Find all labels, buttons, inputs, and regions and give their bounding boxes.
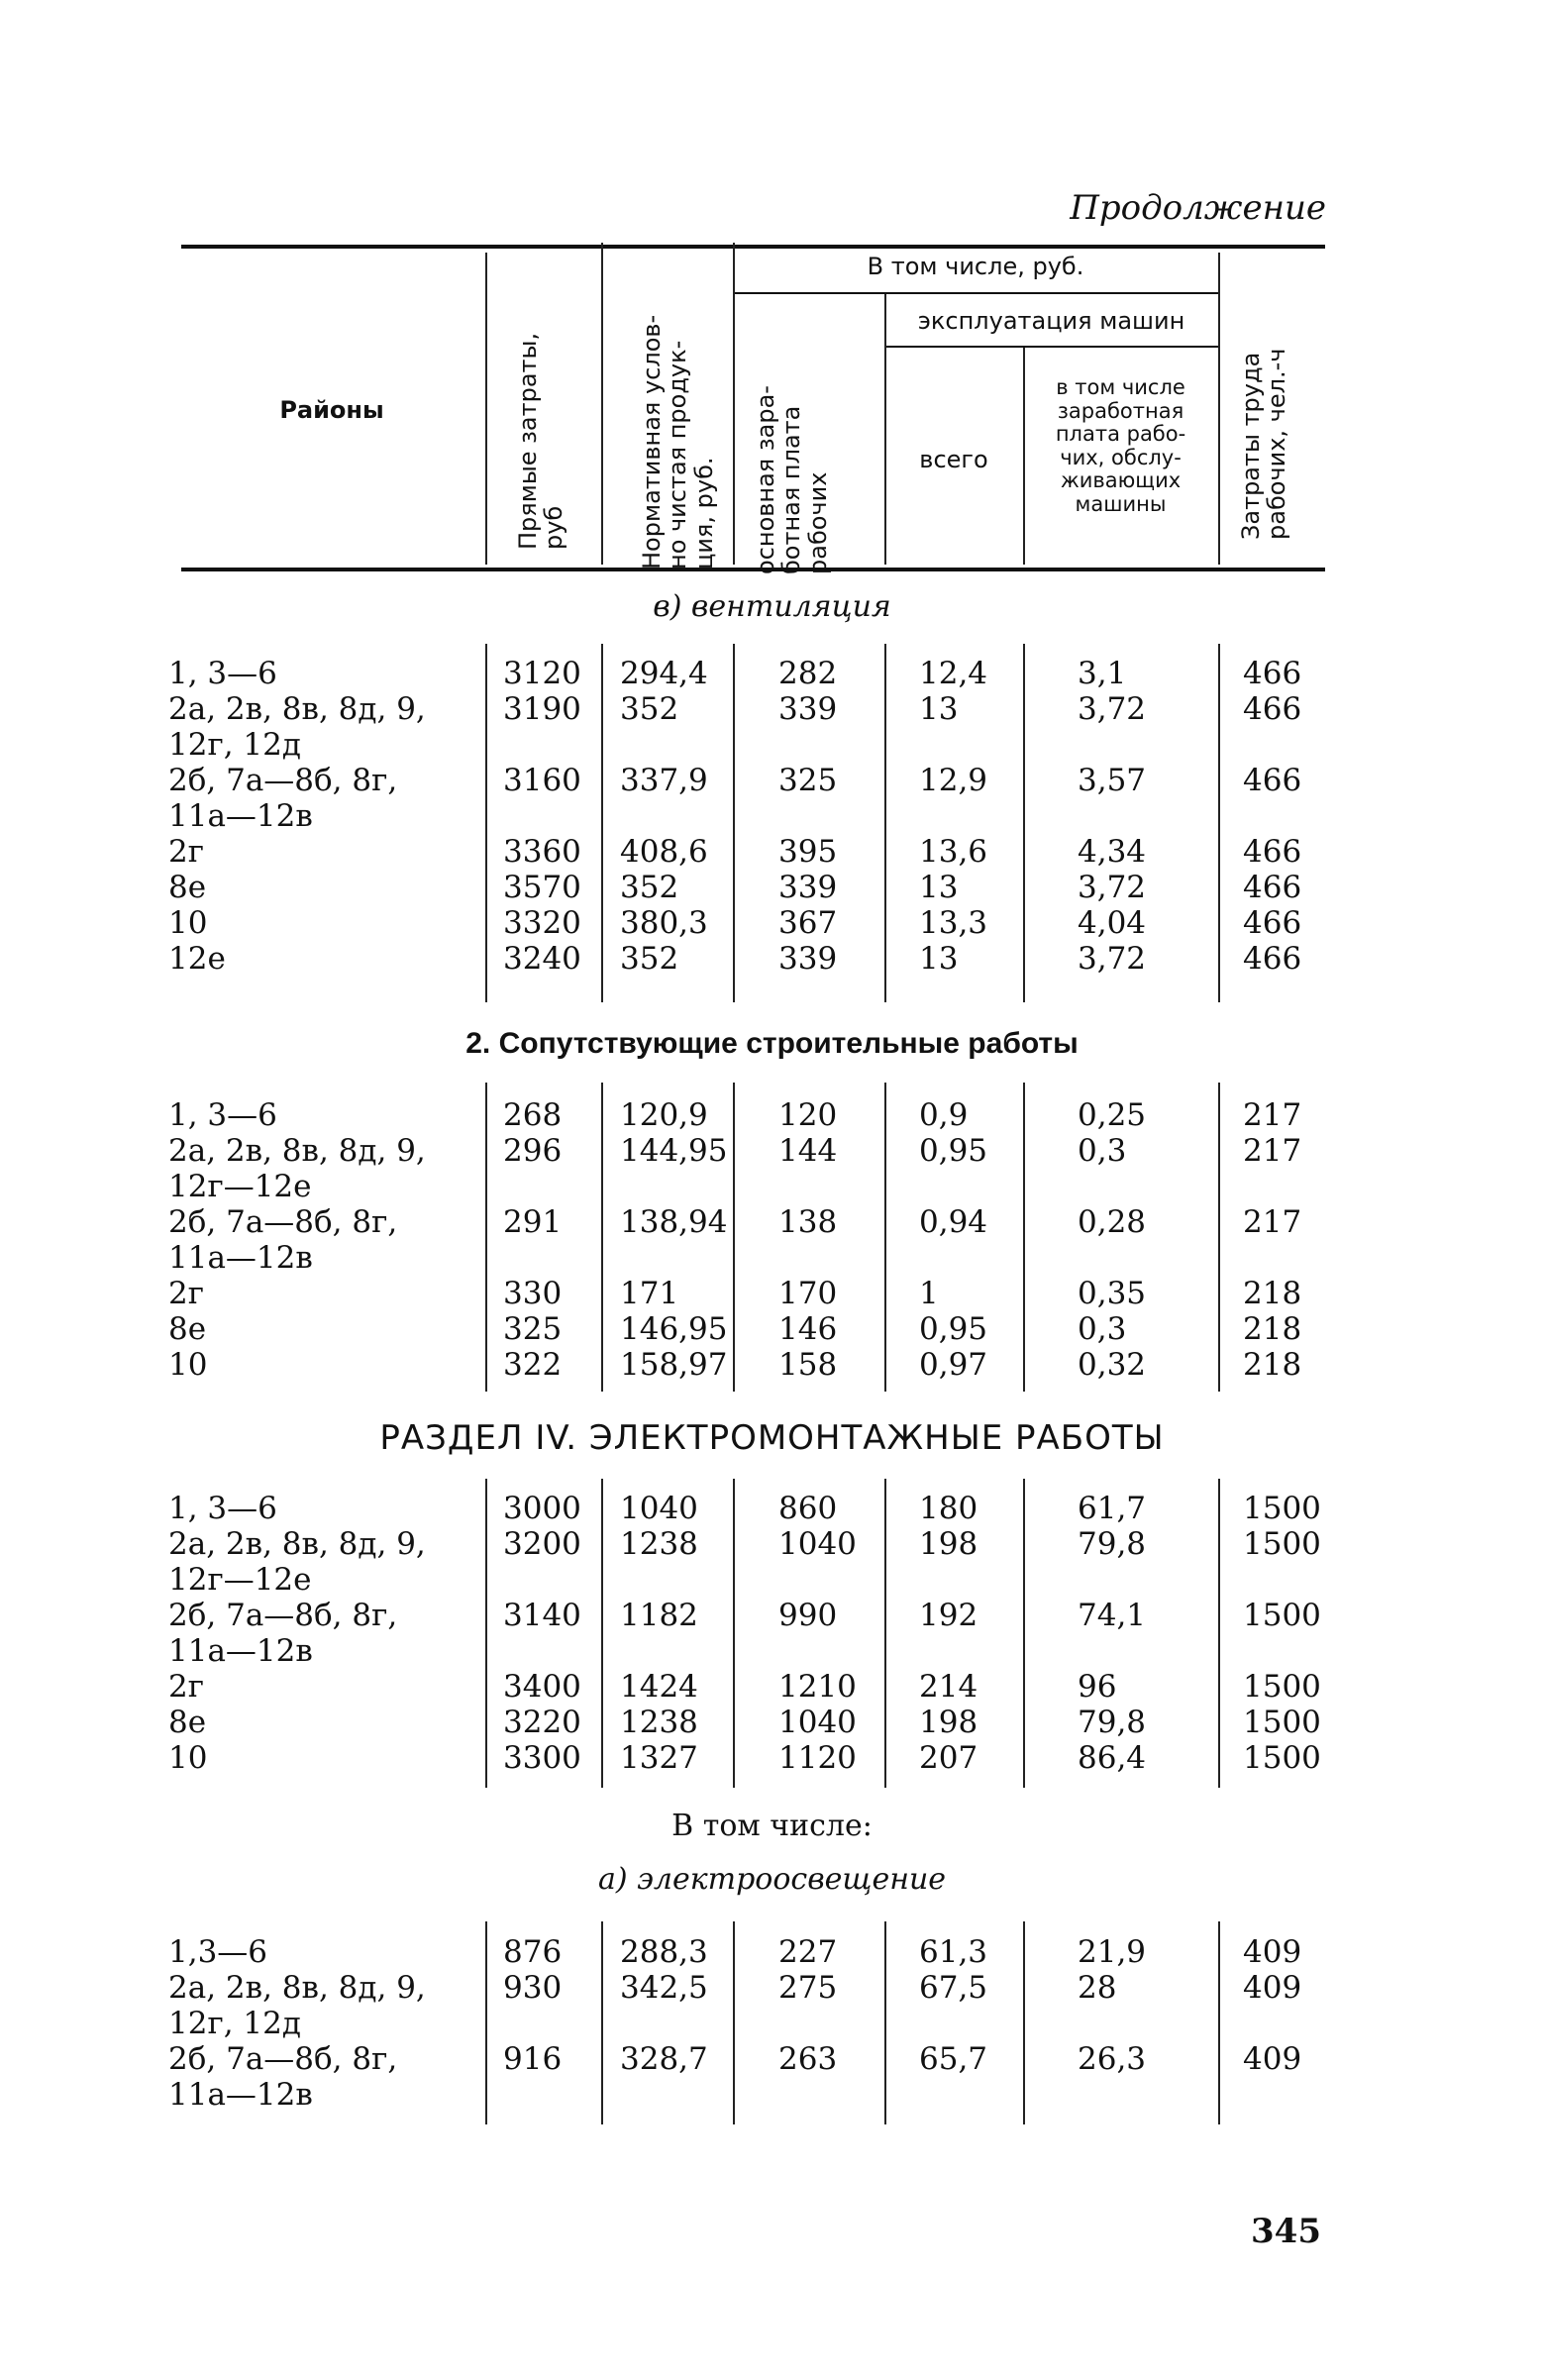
cell-machine-total: 12,4 xyxy=(919,656,988,691)
cell-base-wage: 339 xyxy=(778,941,838,977)
cell-machine-wage: 79,8 xyxy=(1078,1705,1147,1740)
cell-direct: 916 xyxy=(503,2041,563,2077)
cell-machine-total: 198 xyxy=(919,1705,978,1740)
header-incl-rub: В том числе, руб. xyxy=(867,253,1084,280)
cell-machine-total: 0,9 xyxy=(919,1097,969,1133)
cell-labor: 466 xyxy=(1243,905,1302,941)
cell-labor: 1500 xyxy=(1243,1669,1321,1705)
cell-normative: 1424 xyxy=(620,1669,698,1705)
section-title-electrical-works: РАЗДЕЛ IV. ЭЛЕКТРОМОНТАЖНЫЕ РАБОТЫ xyxy=(379,1418,1165,1458)
cell-direct: 325 xyxy=(503,1311,563,1347)
hdr-vline-1 xyxy=(485,253,487,565)
cell-machine-total: 0,95 xyxy=(919,1133,988,1169)
cell-normative: 294,4 xyxy=(620,656,708,691)
cell-region: 2б, 7а—8б, 8г, xyxy=(168,2041,398,2077)
cell-labor: 1500 xyxy=(1243,1526,1321,1562)
hdr-vline-6 xyxy=(1218,253,1220,565)
incl-rule xyxy=(733,292,1218,294)
table-row xyxy=(0,1526,1544,1562)
table-row xyxy=(0,1276,1544,1311)
cell-normative: 342,5 xyxy=(620,1970,708,2006)
table-row xyxy=(0,1491,1544,1526)
cell-direct: 3220 xyxy=(503,1705,581,1740)
cell-region: 8е xyxy=(168,1311,207,1347)
cell-machine-total: 0,94 xyxy=(919,1204,988,1240)
cell-machine-wage: 0,32 xyxy=(1078,1347,1147,1383)
cell-direct: 3000 xyxy=(503,1491,581,1526)
cell-machine-wage: 61,7 xyxy=(1078,1491,1147,1526)
cell-direct: 3570 xyxy=(503,870,581,905)
cell-machine-wage: 3,72 xyxy=(1078,691,1147,727)
cell-base-wage: 1210 xyxy=(778,1669,857,1705)
cell-direct: 3300 xyxy=(503,1740,581,1776)
cell-machine-total: 67,5 xyxy=(919,1970,988,2006)
cell-region: 1, 3—6 xyxy=(168,656,277,691)
cell-labor: 409 xyxy=(1243,1970,1302,2006)
cell-machine-total: 1 xyxy=(919,1276,939,1311)
cell-direct: 296 xyxy=(503,1133,563,1169)
cell-region: 2б, 7а—8б, 8г, xyxy=(168,763,398,798)
cell-machine-wage: 0,35 xyxy=(1078,1276,1147,1311)
cell-base-wage: 144 xyxy=(778,1133,838,1169)
cell-machine-total: 65,7 xyxy=(919,2041,988,2077)
cell-labor: 1500 xyxy=(1243,1491,1321,1526)
table-row xyxy=(0,798,1544,834)
cell-direct: 322 xyxy=(503,1347,563,1383)
cell-normative: 352 xyxy=(620,691,679,727)
cell-normative: 120,9 xyxy=(620,1097,708,1133)
cell-machine-total: 13,3 xyxy=(919,905,988,941)
cell-machine-total: 180 xyxy=(919,1491,978,1526)
cell-base-wage: 170 xyxy=(778,1276,838,1311)
cell-base-wage: 339 xyxy=(778,870,838,905)
cell-direct: 3120 xyxy=(503,656,581,691)
table-row xyxy=(0,763,1544,798)
header-base-wage: основная зара- ботная плата рабочих xyxy=(752,385,832,574)
cell-direct: 3240 xyxy=(503,941,581,977)
table-row xyxy=(0,1169,1544,1204)
cell-machine-wage: 26,3 xyxy=(1078,2041,1147,2077)
cell-region: 8е xyxy=(168,870,207,905)
cell-region: 2а, 2в, 8в, 8д, 9, xyxy=(168,1526,426,1562)
cell-labor: 466 xyxy=(1243,870,1302,905)
section-title-related-works: 2. Сопутствующие строительные работы xyxy=(465,1027,1079,1060)
cell-normative: 288,3 xyxy=(620,1934,708,1970)
cell-machine-total: 0,95 xyxy=(919,1311,988,1347)
cell-machine-wage: 86,4 xyxy=(1078,1740,1147,1776)
cell-base-wage: 1120 xyxy=(778,1740,857,1776)
cell-region: 1, 3—6 xyxy=(168,1491,277,1526)
cell-region: 11а—12в xyxy=(168,798,313,834)
table-row xyxy=(0,1705,1544,1740)
cell-machine-wage: 0,3 xyxy=(1078,1133,1127,1169)
cell-base-wage: 275 xyxy=(778,1970,838,2006)
cell-labor: 217 xyxy=(1243,1133,1302,1169)
cell-region: 2а, 2в, 8в, 8д, 9, xyxy=(168,1970,426,2006)
header-total: всего xyxy=(919,446,988,473)
cell-machine-wage: 28 xyxy=(1078,1970,1117,2006)
cell-base-wage: 367 xyxy=(778,905,838,941)
cell-base-wage: 227 xyxy=(778,1934,838,1970)
cell-direct: 876 xyxy=(503,1934,563,1970)
cell-labor: 218 xyxy=(1243,1311,1302,1347)
section-title-including: В том числе: xyxy=(671,1809,873,1843)
table-row xyxy=(0,656,1544,691)
cell-normative: 352 xyxy=(620,941,679,977)
cell-region: 2а, 2в, 8в, 8д, 9, xyxy=(168,1133,426,1169)
cell-base-wage: 158 xyxy=(778,1347,838,1383)
cell-base-wage: 395 xyxy=(778,834,838,870)
table-row xyxy=(0,1598,1544,1633)
table-row xyxy=(0,2006,1544,2041)
header-labor: Затраты труда рабочих, чел.-ч xyxy=(1237,348,1291,540)
cell-base-wage: 146 xyxy=(778,1311,838,1347)
cell-base-wage: 860 xyxy=(778,1491,838,1526)
cell-machine-total: 61,3 xyxy=(919,1934,988,1970)
cell-normative: 1238 xyxy=(620,1705,698,1740)
header-normative-net: Нормативная услов- но чистая продук- ция, руб. xyxy=(638,314,718,569)
cell-machine-wage: 74,1 xyxy=(1078,1598,1147,1633)
cell-base-wage: 990 xyxy=(778,1598,838,1633)
cell-machine-total: 13 xyxy=(919,870,959,905)
table-row xyxy=(0,870,1544,905)
cell-region: 12г, 12д xyxy=(168,727,301,763)
cell-direct: 3320 xyxy=(503,905,581,941)
cell-base-wage: 263 xyxy=(778,2041,838,2077)
cell-region: 2г xyxy=(168,1276,204,1311)
cell-machine-wage: 0,28 xyxy=(1078,1204,1147,1240)
cell-direct: 291 xyxy=(503,1204,563,1240)
cell-direct: 3360 xyxy=(503,834,581,870)
cell-machine-total: 12,9 xyxy=(919,763,988,798)
cell-machine-total: 13 xyxy=(919,941,959,977)
header-incl-wage: в том числе заработная плата рабо- чих, обслу- живающих машины xyxy=(1055,375,1186,516)
cell-normative: 1238 xyxy=(620,1526,698,1562)
page-number: 345 xyxy=(1251,2212,1321,2251)
cell-labor: 466 xyxy=(1243,763,1302,798)
cell-machine-wage: 4,34 xyxy=(1078,834,1147,870)
cell-base-wage: 282 xyxy=(778,656,838,691)
machine-rule xyxy=(884,346,1218,348)
cell-base-wage: 1040 xyxy=(778,1526,857,1562)
table-row xyxy=(0,1669,1544,1705)
cell-normative: 380,3 xyxy=(620,905,708,941)
cell-labor: 217 xyxy=(1243,1204,1302,1240)
cell-region: 11а—12в xyxy=(168,1240,313,1276)
table-row xyxy=(0,1097,1544,1133)
cell-machine-total: 207 xyxy=(919,1740,978,1776)
table-row xyxy=(0,1133,1544,1169)
cell-machine-wage: 21,9 xyxy=(1078,1934,1147,1970)
cell-region: 8е xyxy=(168,1705,207,1740)
table-row xyxy=(0,1633,1544,1669)
table-row xyxy=(0,941,1544,977)
cell-normative: 171 xyxy=(620,1276,679,1311)
section-title-ventilation: в) вентиляция xyxy=(653,589,891,624)
cell-normative: 1182 xyxy=(620,1598,698,1633)
cell-labor: 218 xyxy=(1243,1276,1302,1311)
cell-labor: 217 xyxy=(1243,1097,1302,1133)
header-top-rule xyxy=(181,245,1325,249)
cell-machine-total: 0,97 xyxy=(919,1347,988,1383)
cell-machine-wage: 79,8 xyxy=(1078,1526,1147,1562)
cell-region: 12г—12е xyxy=(168,1562,312,1598)
cell-region: 12г, 12д xyxy=(168,2006,301,2041)
cell-labor: 466 xyxy=(1243,941,1302,977)
cell-machine-total: 13,6 xyxy=(919,834,988,870)
cell-direct: 3160 xyxy=(503,763,581,798)
cell-normative: 138,94 xyxy=(620,1204,728,1240)
cell-region: 1,3—6 xyxy=(168,1934,268,1970)
cell-region: 2г xyxy=(168,1669,204,1705)
cell-base-wage: 325 xyxy=(778,763,838,798)
cell-labor: 409 xyxy=(1243,2041,1302,2077)
cell-region: 10 xyxy=(168,1740,208,1776)
cell-normative: 352 xyxy=(620,870,679,905)
cell-region: 2г xyxy=(168,834,204,870)
cell-base-wage: 339 xyxy=(778,691,838,727)
cell-normative: 408,6 xyxy=(620,834,708,870)
table-row xyxy=(0,1562,1544,1598)
cell-region: 11а—12в xyxy=(168,1633,313,1669)
cell-machine-total: 13 xyxy=(919,691,959,727)
header-machine-operation: эксплуатация машин xyxy=(917,307,1185,335)
cell-machine-wage: 0,3 xyxy=(1078,1311,1127,1347)
table-row xyxy=(0,1934,1544,1970)
cell-labor: 466 xyxy=(1243,656,1302,691)
cell-direct: 3400 xyxy=(503,1669,581,1705)
cell-machine-wage: 96 xyxy=(1078,1669,1117,1705)
cell-machine-wage: 0,25 xyxy=(1078,1097,1147,1133)
table-row xyxy=(0,834,1544,870)
cell-normative: 158,97 xyxy=(620,1347,728,1383)
cell-machine-wage: 3,57 xyxy=(1078,763,1147,798)
cell-labor: 218 xyxy=(1243,1347,1302,1383)
table-row xyxy=(0,727,1544,763)
cell-labor: 409 xyxy=(1243,1934,1302,1970)
cell-region: 10 xyxy=(168,1347,208,1383)
cell-machine-total: 198 xyxy=(919,1526,978,1562)
table-row xyxy=(0,1240,1544,1276)
continuation-label: Продолжение xyxy=(1070,188,1326,228)
cell-region: 2а, 2в, 8в, 8д, 9, xyxy=(168,691,426,727)
cell-normative: 146,95 xyxy=(620,1311,728,1347)
table-row xyxy=(0,2077,1544,2113)
cell-region: 1, 3—6 xyxy=(168,1097,277,1133)
cell-machine-total: 214 xyxy=(919,1669,978,1705)
cell-direct: 3200 xyxy=(503,1526,581,1562)
cell-base-wage: 120 xyxy=(778,1097,838,1133)
cell-labor: 1500 xyxy=(1243,1598,1321,1633)
cell-region: 2б, 7а—8б, 8г, xyxy=(168,1598,398,1633)
table-row xyxy=(0,1740,1544,1776)
hdr-vline-2 xyxy=(601,243,603,565)
hdr-vline-3 xyxy=(733,243,735,565)
table-row xyxy=(0,691,1544,727)
section-subtitle-lighting: а) электроосвещение xyxy=(597,1862,947,1897)
cell-region: 11а—12в xyxy=(168,2077,313,2113)
cell-normative: 144,95 xyxy=(620,1133,728,1169)
cell-region: 12г—12е xyxy=(168,1169,312,1204)
cell-normative: 337,9 xyxy=(620,763,708,798)
table-row xyxy=(0,1311,1544,1347)
cell-region: 10 xyxy=(168,905,208,941)
header-direct-costs: Прямые затраты, руб xyxy=(514,332,568,550)
cell-region: 2б, 7а—8б, 8г, xyxy=(168,1204,398,1240)
cell-direct: 930 xyxy=(503,1970,563,2006)
cell-direct: 330 xyxy=(503,1276,563,1311)
cell-labor: 466 xyxy=(1243,691,1302,727)
cell-machine-wage: 3,72 xyxy=(1078,870,1147,905)
table-row xyxy=(0,2041,1544,2077)
cell-direct: 3140 xyxy=(503,1598,581,1633)
cell-direct: 3190 xyxy=(503,691,581,727)
cell-labor: 466 xyxy=(1243,834,1302,870)
cell-labor: 1500 xyxy=(1243,1705,1321,1740)
table-row xyxy=(0,1204,1544,1240)
cell-machine-wage: 3,72 xyxy=(1078,941,1147,977)
cell-region: 12е xyxy=(168,941,226,977)
cell-normative: 1327 xyxy=(620,1740,698,1776)
cell-normative: 328,7 xyxy=(620,2041,708,2077)
table-row xyxy=(0,905,1544,941)
table-row xyxy=(0,1347,1544,1383)
cell-machine-total: 192 xyxy=(919,1598,978,1633)
table-row xyxy=(0,1970,1544,2006)
header-regions: Районы xyxy=(279,396,384,424)
cell-machine-wage: 3,1 xyxy=(1078,656,1127,691)
cell-labor: 1500 xyxy=(1243,1740,1321,1776)
cell-normative: 1040 xyxy=(620,1491,698,1526)
cell-direct: 268 xyxy=(503,1097,563,1133)
cell-base-wage: 1040 xyxy=(778,1705,857,1740)
cell-base-wage: 138 xyxy=(778,1204,838,1240)
cell-machine-wage: 4,04 xyxy=(1078,905,1147,941)
